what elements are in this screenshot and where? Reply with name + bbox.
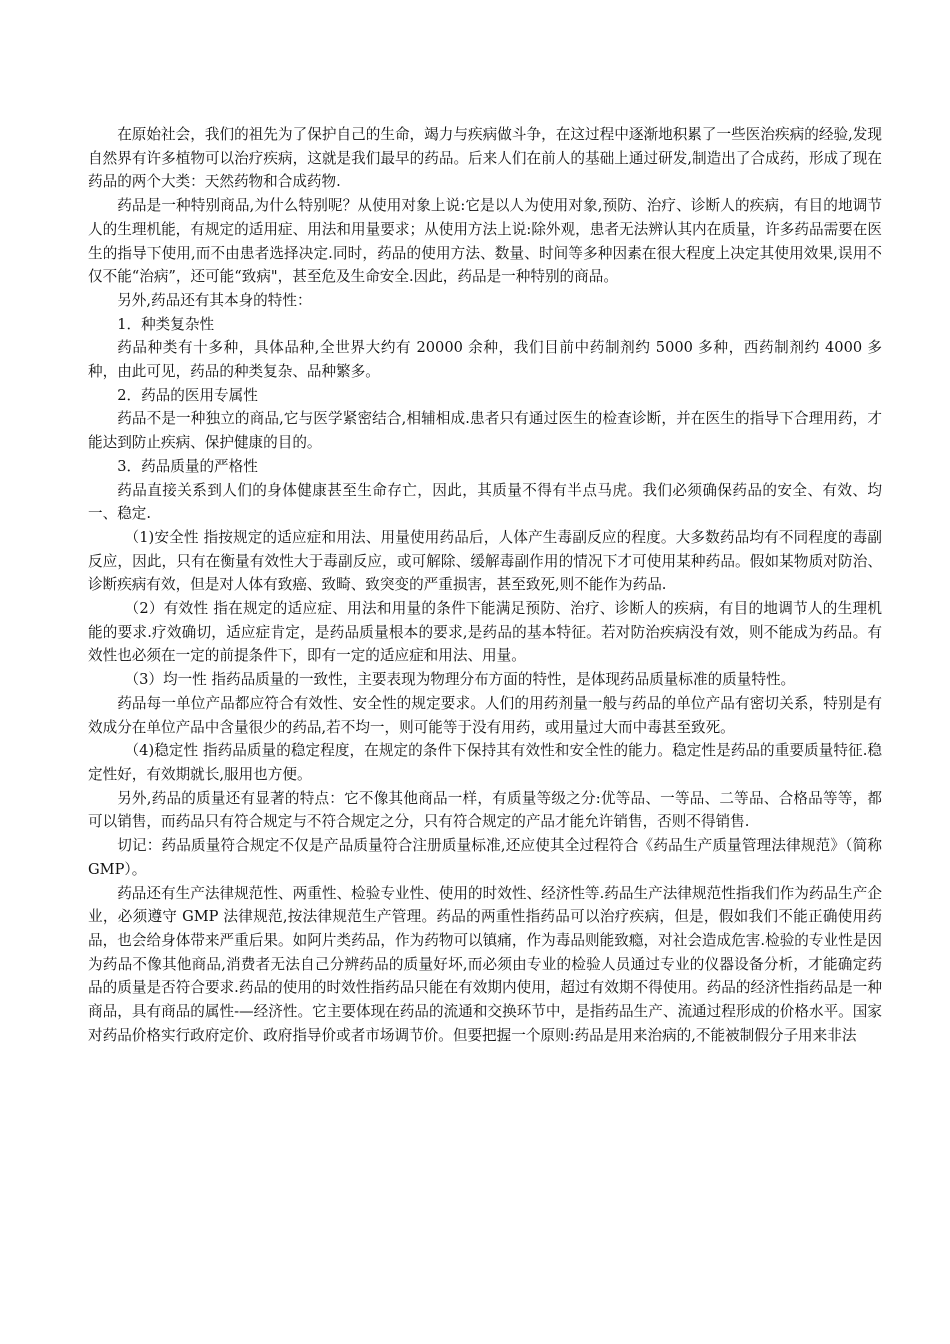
paragraph-special-commodity: 药品是一种特别商品,为什么特别呢？从使用对象上说:它是以人为使用对象,预防、治疗、诊断人的疾病，有目的地调节人的生理机能，有规定的适用症、用法和用量要求；从使用方法上说:除外观，患者无法辨认其内在质量，许多药品需要在医生的指导下使用,而不由患者选择决定.同时，药品的使用方法、数量、时间等多种因素在很大程度上决定其使用效果,误用不仅不能“治病”，还可能“致病"，甚至危及生命安全.因此，药品是一种特别的商品。 xyxy=(88,197,882,286)
paragraph-quality-strictness: 药品直接关系到人们的身体健康甚至生命存亡，因此，其质量不得有半点马虎。我们必须确保药品的安全、有效、均一、稳定. xyxy=(88,481,882,523)
paragraph-characteristics-intro: 另外,药品还有其本身的特性： xyxy=(117,291,312,309)
heading-3-quality-strictness: 3．药品质量的严格性 xyxy=(117,457,258,475)
paragraph-origin: 在原始社会，我们的祖先为了保护自己的生命，竭力与疾病做斗争，在这过程中逐渐地积累了一些医治疾病的经验,发现自然界有许多植物可以治疗疾病，这就是我们最早的药品。后来人们在前人的基础上通过研发,制造出了合成药，形成了现在药品的两个大类：天然药物和合成药物. xyxy=(88,126,882,191)
heading-1-variety: 1．种类复杂性 xyxy=(117,315,215,333)
paragraph-efficacy: （2）有效性 指在规定的适应症、用法和用量的条件下能满足预防、治疗、诊断人的疾病，有目的地调节人的生理机能的要求.疗效确切，适应症肯定，是药品质量根本的要求,是药品的基本特征。若对防治疾病没有效，则不能成为药品。有效性也必须在一定的前提条件下，即有一定的适应症和用法、用量。 xyxy=(88,600,882,665)
heading-2-medical-exclusivity: 2．药品的医用专属性 xyxy=(117,386,258,404)
document-body xyxy=(88,123,882,1047)
paragraph-variety: 药品种类有十多种，具体品种,全世界大约有 20000 余种，我们目前中药制剂约 5000 多种，西药制剂约 4000 多种，由此可见，药品的种类复杂、品种繁多。 xyxy=(88,339,882,381)
paragraph-uniformity: （3）均一性 指药品质量的一致性，主要表现为物理分布方面的特性，是体现药品质量标准的质量特性。 xyxy=(124,671,796,689)
paragraph-safety: （1)安全性 指按规定的适应症和用法、用量使用药品后，人体产生毒副反应的程度。大多数药品均有不同程度的毒副反应，因此，只有在衡量有效性大于毒副反应，或可解除、缓解毒副作用的情况下才可使用某种药品。假如某物质对防治、诊断疾病有效，但是对人体有致癌、致畸、致突变的严重损害，甚至致死,则不能作为药品. xyxy=(88,528,882,594)
paragraph-unit-requirements: 药品每一单位产品都应符合有效性、安全性的规定要求。人们的用药剂量一般与药品的单位产品有密切关系，特别是有效成分在单位产品中含量很少的药品,若不均一，则可能等于没有用药，或用量过大而中毒甚至致死。 xyxy=(88,694,882,736)
paragraph-remember-gmp: 切记：药品质量符合规定不仅是产品质量符合注册质量标准,还应使其全过程符合《药品生产质量管理法律规范》（简称 GMP）。 xyxy=(88,837,882,878)
paragraph-medical-exclusivity: 药品不是一种独立的商品,它与医学紧密结合,相辅相成.患者只有通过医生的检查诊断，并在医生的指导下合理用药，才能达到防止疾病、保护健康的目的。 xyxy=(88,410,882,452)
paragraph-quality-features: 另外,药品的质量还有显著的特点：它不像其他商品一样，有质量等级之分:优等品、一等品、二等品、合格品等等，都可以销售，而药品只有符合规定与不符合规定之分，只有符合规定的产品才能允许销售，否则不得销售. xyxy=(88,789,882,831)
paragraph-stability: （4)稳定性 指药品质量的稳定程度，在规定的条件下保持其有效性和安全性的能力。稳定性是药品的重要质量特征.稳定性好，有效期就长,服用也方便。 xyxy=(88,742,882,783)
paragraph-other-properties: 药品还有生产法律规范性、两重性、检验专业性、使用的时效性、经济性等.药品生产法律规范性指我们作为药品生产企业，必须遵守 GMP 法律规范,按法律规范生产管理。药品的两重性指药品可以治疗疾病，但是，假如我们不能正确使用药品，也会给身体带来严重后果。如阿片类药品，作为药物可以镇痛，作为毒品则能致瘾，对社会造成危害.检验的专业性是因为药品不像其他商品,消费者无法自己分辨药品的质量好坏,而必须由专业的检验人员通过专业的仪器设备分析，才能确定药品的质量是否符合要求.药品的使用的时效性指药品只能在有效期内使用，超过有效期不得使用。药品的经济性指药品是一种商品，具有商品的属性-—经济性。它主要体现在药品的流通和交换环节中，是指药品生产、流通过程形成的价格水平。国家对药品价格实行政府定价、政府指导价或者市场调节价。但要把握一个原则:药品是用来治病的,不能被制假分子用来非法 xyxy=(88,884,882,1044)
